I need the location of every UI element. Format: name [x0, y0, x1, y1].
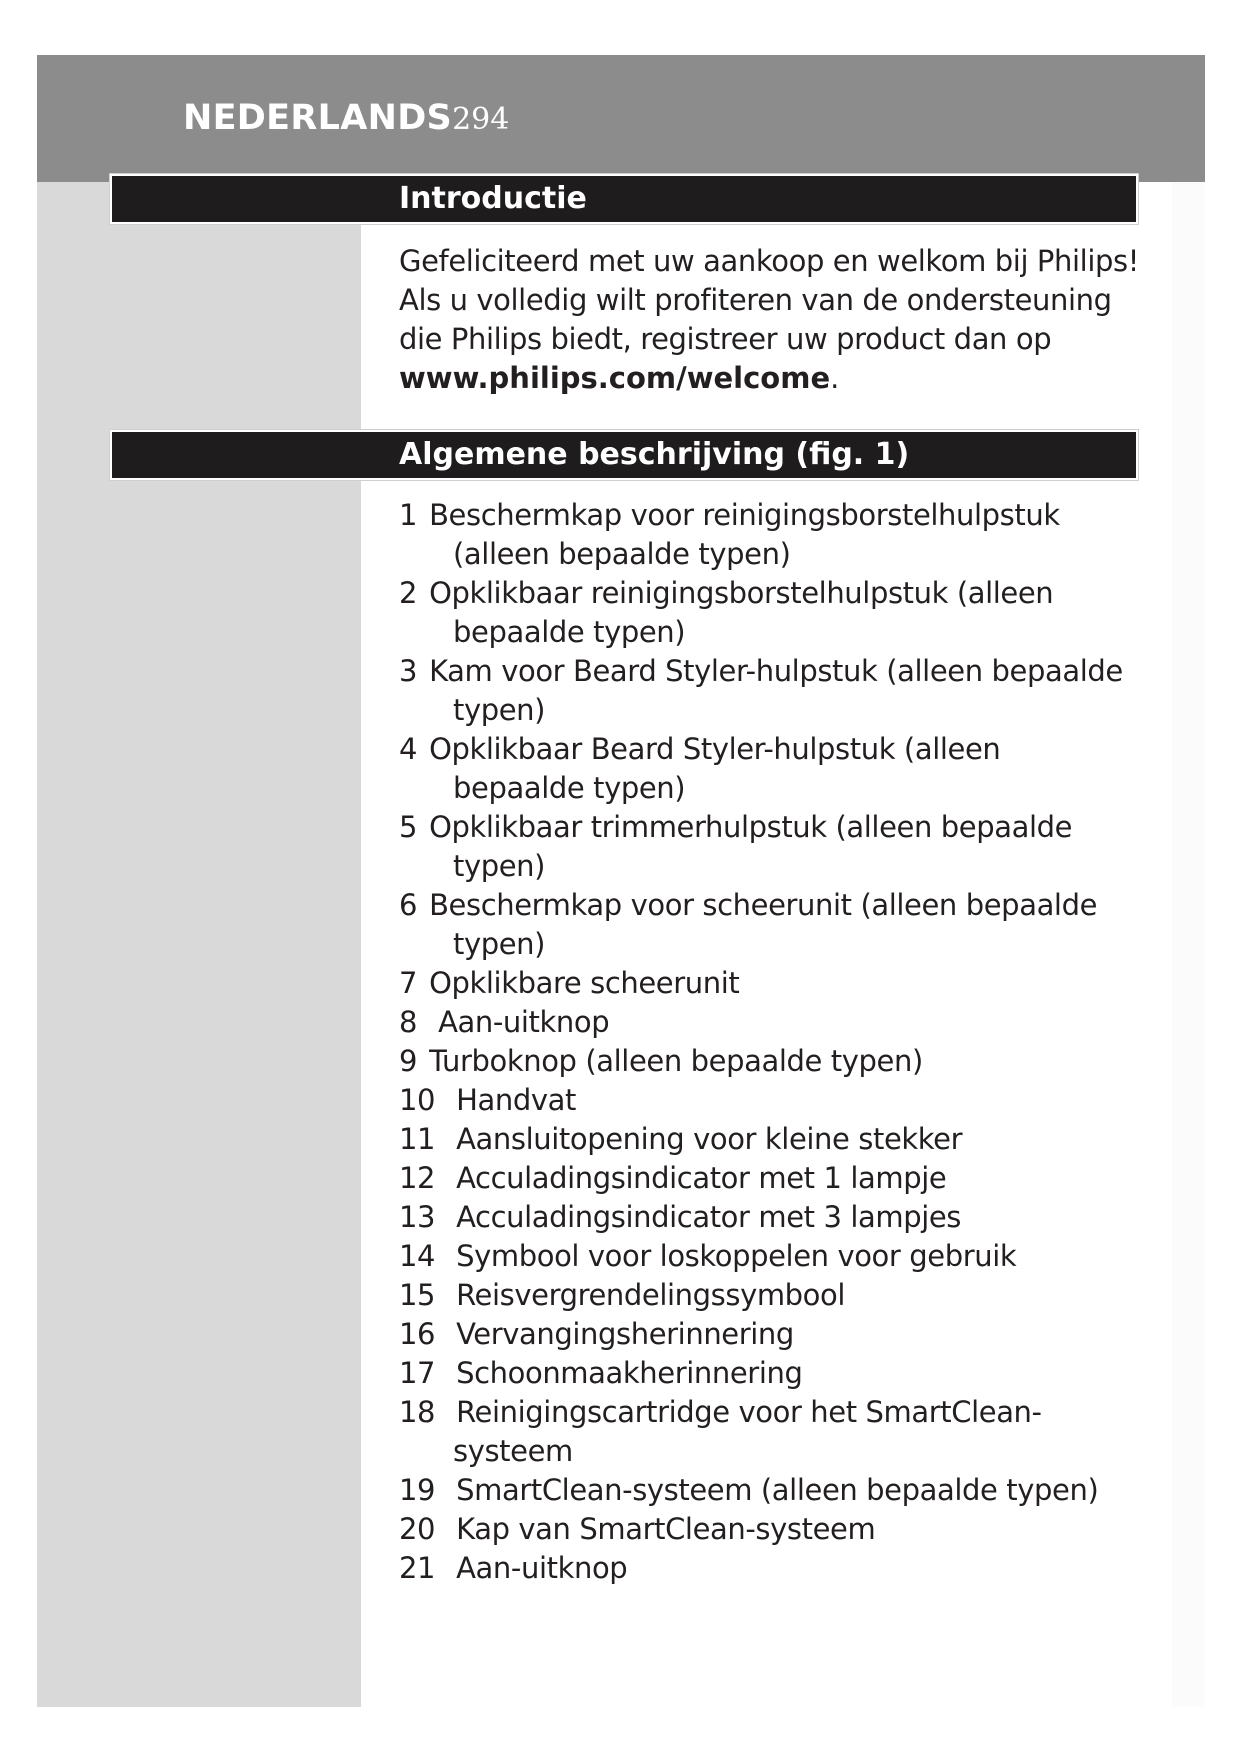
- list-item-text: Aan-uitknop: [438, 1005, 610, 1039]
- list-item: [399, 730, 1159, 808]
- list-item: [399, 1393, 1159, 1471]
- list-item-text-continued: typen): [453, 927, 546, 961]
- list-item-number: 10: [399, 1083, 436, 1117]
- list-item: [399, 808, 1159, 886]
- list-item-number: 17: [399, 1356, 436, 1390]
- list-item-text-continued: systeem: [453, 1434, 573, 1468]
- list-item-text: Aansluitopening voor kleine stekker: [456, 1122, 963, 1156]
- intro-line: Als u volledig wilt profiteren van de ondersteuning: [399, 283, 1112, 317]
- list-item-text: Kam voor Beard Styler-hulpstuk (alleen bepaalde: [429, 654, 1123, 688]
- list-item-number: 18: [399, 1395, 436, 1429]
- language-title: NEDERLANDS: [183, 98, 453, 138]
- list-item-number: 11: [399, 1122, 436, 1156]
- list-item-text: Opklikbaar trimmerhulpstuk (alleen bepaalde: [429, 810, 1073, 844]
- list-item: [399, 1237, 1159, 1276]
- list-item-text: Beschermkap voor scheerunit (alleen bepaalde: [429, 888, 1098, 922]
- list-item-text: Opklikbaar Beard Styler-hulpstuk (alleen: [429, 732, 1001, 766]
- left-sidebar: [37, 182, 361, 1707]
- section-bar-introductie: [110, 174, 1138, 224]
- list-item-text-continued: bepaalde typen): [453, 771, 686, 805]
- list-item-number: 1: [399, 498, 418, 532]
- list-item-number: 7: [399, 966, 418, 1000]
- section-title-algemene-beschrijving: Algemene beschrijving (fig. 1): [399, 437, 910, 472]
- list-item-text-continued: (alleen bepaalde typen): [453, 537, 791, 571]
- list-item-text: Symbool voor loskoppelen voor gebruik: [456, 1239, 1017, 1273]
- right-margin: [1172, 182, 1205, 1707]
- list-item-text-continued: typen): [453, 693, 546, 727]
- list-item: [399, 964, 1159, 1003]
- list-item-number: 14: [399, 1239, 436, 1273]
- list-item-number: 21: [399, 1551, 436, 1585]
- list-item-number: 3: [399, 654, 418, 688]
- list-item: [399, 1471, 1159, 1510]
- list-item-number: 9: [399, 1044, 418, 1078]
- list-item-number: 8: [399, 1005, 418, 1039]
- url-suffix: .: [830, 361, 839, 395]
- list-item-text: Handvat: [456, 1083, 576, 1117]
- list-item-number: 20: [399, 1512, 436, 1546]
- list-item-text: Acculadingsindicator met 3 lampjes: [456, 1200, 962, 1234]
- intro-line: Gefeliciteerd met uw aankoop en welkom bij Philips!: [399, 244, 1139, 278]
- section-bar-algemene-beschrijving: [110, 430, 1138, 480]
- list-item-number: 6: [399, 888, 418, 922]
- list-item-text: Opklikbaar reinigingsborstelhulpstuk (alleen: [429, 576, 1054, 610]
- list-item-text: Opklikbare scheerunit: [429, 966, 740, 1000]
- list-item-text: Vervangingsherinnering: [456, 1317, 794, 1351]
- list-item: [399, 496, 1159, 574]
- list-item-number: 5: [399, 810, 418, 844]
- list-item-text: Acculadingsindicator met 1 lampje: [456, 1161, 947, 1195]
- list-item: [399, 1081, 1159, 1120]
- list-item-text: Reinigingscartridge voor het SmartClean-: [456, 1395, 1042, 1429]
- list-item-number: 19: [399, 1473, 436, 1507]
- list-item: [399, 1354, 1159, 1393]
- list-item-text: SmartClean-systeem (alleen bepaalde typen): [456, 1473, 1099, 1507]
- list-item-text: Turboknop (alleen bepaalde typen): [429, 1044, 923, 1078]
- list-item-text: Beschermkap voor reinigingsborstelhulpstuk: [429, 498, 1060, 532]
- intro-url-line: [399, 359, 1159, 398]
- section-title-introductie: Introductie: [399, 181, 587, 216]
- list-item-number: 16: [399, 1317, 436, 1351]
- list-item: [399, 1276, 1159, 1315]
- list-item-text-continued: typen): [453, 849, 546, 883]
- list-item: [399, 1198, 1159, 1237]
- welcome-url: www.philips.com/welcome: [399, 361, 831, 395]
- list-item-text: Aan-uitknop: [456, 1551, 628, 1585]
- list-item: [399, 1042, 1159, 1081]
- list-item-number: 2: [399, 576, 418, 610]
- list-item: [399, 1120, 1159, 1159]
- page-header: [183, 96, 509, 142]
- list-item: [399, 1003, 1159, 1042]
- intro-line: die Philips biedt, registreer uw product dan op: [399, 322, 1052, 356]
- list-item-number: 13: [399, 1200, 436, 1234]
- list-item: [399, 652, 1159, 730]
- list-item-number: 15: [399, 1278, 436, 1312]
- list-item-text: Reisvergrendelingssymbool: [456, 1278, 846, 1312]
- parts-list: [399, 496, 1159, 1588]
- list-item: [399, 1315, 1159, 1354]
- list-item: [399, 1159, 1159, 1198]
- list-item: [399, 886, 1159, 964]
- intro-paragraph: [399, 242, 1159, 398]
- page-number: 294: [452, 102, 510, 137]
- list-item: [399, 574, 1159, 652]
- list-item-number: 12: [399, 1161, 436, 1195]
- list-item-text: Kap van SmartClean-systeem: [456, 1512, 876, 1546]
- list-item-text-continued: bepaalde typen): [453, 615, 686, 649]
- list-item: [399, 1549, 1159, 1588]
- list-item-text: Schoonmaakherinnering: [456, 1356, 803, 1390]
- list-item-number: 4: [399, 732, 418, 766]
- list-item: [399, 1510, 1159, 1549]
